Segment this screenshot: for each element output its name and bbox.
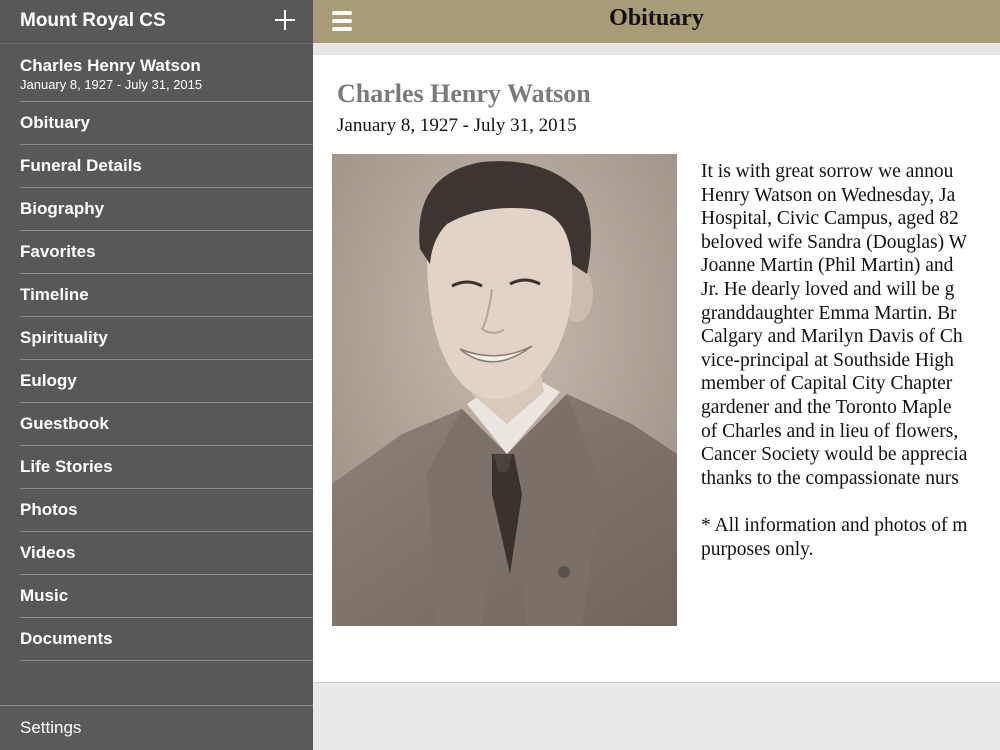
obituary-line: member of Capital City Chapter [701,373,953,395]
sidebar-item-photos[interactable]: Photos [20,489,313,532]
obituary-name: Charles Henry Watson [337,79,591,108]
obituary-line: beloved wife Sandra (Douglas) W [701,231,968,253]
sidebar-header [0,0,313,44]
person-dates: January 8, 1927 - July 31, 2015 [20,77,203,92]
sidebar-item-videos[interactable]: Videos [20,532,313,575]
plus-icon[interactable] [275,10,295,30]
obituary-note-line: purposes only. [701,538,814,560]
sidebar-item-obituary[interactable]: Obituary [20,102,313,145]
sidebar-item-spirituality[interactable]: Spirituality [20,317,313,360]
sidebar-item-music[interactable]: Music [20,575,313,618]
page-title: Obituary [609,5,704,31]
obituary-note-line: * All information and photos of m [701,514,968,536]
sidebar-item-favorites[interactable]: Favorites [20,231,313,274]
settings-button[interactable]: Settings [20,718,82,737]
obituary-line: granddaughter Emma Martin. Br [701,302,957,324]
obituary-line: vice-principal at Southside High [701,349,954,371]
sidebar-item-guestbook[interactable]: Guestbook [20,403,313,446]
sidebar-item-eulogy[interactable]: Eulogy [20,360,313,403]
obituary-line: Cancer Society would be apprecia [701,444,968,466]
obituary-content [313,55,1000,683]
obituary-line: Jr. He dearly loved and will be g [701,278,955,300]
sidebar-item-life-stories[interactable]: Life Stories [20,446,313,489]
sidebar-person[interactable] [20,44,313,102]
app-title: Mount Royal CS [20,10,166,31]
content-divider [313,43,1000,55]
sidebar-item-timeline[interactable]: Timeline [20,274,313,317]
obituary-line: thanks to the compassionate nurs [701,467,959,489]
obituary-line: gardener and the Toronto Maple [701,396,952,418]
obituary-line: Henry Watson on Wednesday, Ja [701,184,956,206]
person-name: Charles Henry Watson [20,56,201,75]
top-bar [313,0,1000,43]
obituary-line: Joanne Martin (Phil Martin) and [701,255,954,277]
obituary-line: It is with great sorrow we annou [701,161,954,182]
obituary-line: Hospital, Civic Campus, aged 82 [701,208,959,230]
obituary-text [701,160,1000,561]
sidebar-item-funeral-details[interactable]: Funeral Details [20,145,313,188]
sidebar-item-biography[interactable]: Biography [20,188,313,231]
paragraph-gap [701,490,1000,514]
sidebar [0,0,313,750]
obituary-line: of Charles and in lieu of flowers, [701,420,959,442]
sidebar-item-documents[interactable]: Documents [20,618,313,661]
portrait-illustration [332,154,677,626]
portrait-photo [332,154,677,626]
obituary-dates: January 8, 1927 - July 31, 2015 [337,115,577,136]
sidebar-footer [0,705,313,750]
obituary-line: Calgary and Marilyn Davis of Ch [701,326,963,348]
